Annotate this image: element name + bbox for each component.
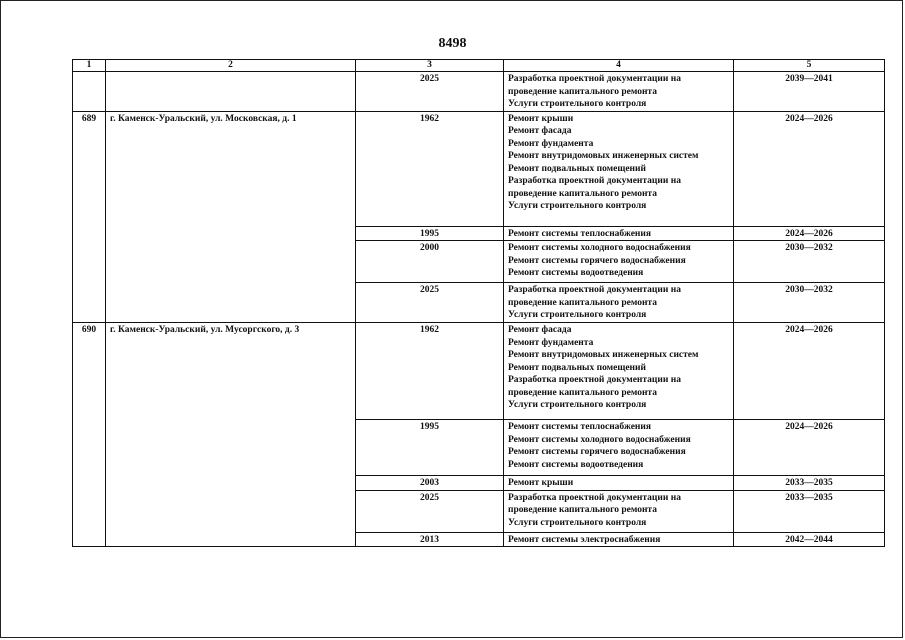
work-list (504, 226, 734, 241)
period: 2033—2035 (734, 490, 885, 532)
work-item: Услуги строительного контроля (508, 99, 647, 109)
period: 2030—2032 (734, 241, 885, 283)
work-item: Услуги строительного контроля (508, 400, 647, 410)
column-header-1: 1 (73, 60, 106, 72)
period: 2024—2026 (734, 226, 885, 241)
work-item: Разработка проектной документации на (508, 375, 681, 385)
work-item: Разработка проектной документации на (508, 285, 681, 295)
table-row (73, 323, 885, 420)
work-item: Услуги строительного контроля (508, 517, 647, 528)
work-item: Ремонт внутридомовых инженерных систем (508, 151, 699, 161)
year: 1995 (356, 226, 504, 241)
work-list (504, 490, 734, 532)
year: 1995 (356, 420, 504, 476)
work-item: Разработка проектной документации на (508, 492, 681, 503)
work-item: Услуги строительного контроля (508, 201, 647, 211)
work-list (504, 476, 734, 491)
work-item: Ремонт подвальных помещений (508, 163, 646, 174)
row-number: 690 (73, 323, 106, 547)
work-list (504, 323, 734, 420)
column-header-3: 3 (356, 60, 504, 72)
work-item: Ремонт внутридомовых инженерных систем (508, 350, 699, 360)
period: 2042—2044 (734, 532, 885, 547)
work-list (504, 111, 734, 226)
work-item: проведение капитального ремонта (508, 387, 657, 398)
year: 2025 (356, 283, 504, 323)
period: 2024—2026 (734, 323, 885, 420)
year: 1962 (356, 323, 504, 420)
table-row (73, 111, 885, 226)
work-item: Ремонт крыши (508, 113, 574, 124)
year: 1962 (356, 111, 504, 226)
year: 2013 (356, 532, 504, 547)
header-row (73, 60, 885, 72)
address (106, 72, 356, 112)
page-number: 8498 (438, 36, 467, 51)
year: 2003 (356, 476, 504, 491)
column-header-2: 2 (106, 60, 356, 72)
period: 2030—2032 (734, 283, 885, 323)
work-item: Ремонт системы горячего водоснабжения (508, 255, 686, 266)
table-row (73, 72, 885, 112)
work-item: Ремонт системы теплоснабжения (508, 228, 652, 239)
work-item: Ремонт системы горячего водоснабжения (508, 447, 686, 457)
year: 2025 (356, 490, 504, 532)
period: 2033—2035 (734, 476, 885, 491)
work-item: Ремонт фасада (508, 126, 572, 136)
work-item: Разработка проектной документации на (508, 176, 681, 186)
column-header-4: 4 (504, 60, 734, 72)
work-list (504, 420, 734, 476)
work-item: проведение капитального ремонта (508, 188, 657, 199)
work-list (504, 283, 734, 323)
work-item: Ремонт системы электроснабжения (508, 534, 661, 545)
period: 2024—2026 (734, 111, 885, 226)
work-item: проведение капитального ремонта (508, 86, 657, 97)
work-item: Ремонт системы водоотведения (508, 268, 644, 278)
year: 2025 (356, 72, 504, 112)
work-item: Услуги строительного контроля (508, 310, 647, 320)
column-header-5: 5 (734, 60, 885, 72)
work-list (504, 532, 734, 547)
address: г. Каменск-Уральский, ул. Мусоргского, д. 3 (106, 323, 356, 547)
work-item: Ремонт системы холодного водоснабжения (508, 243, 691, 253)
work-item: Ремонт системы водоотведения (508, 459, 644, 470)
work-item: Разработка проектной документации на (508, 74, 681, 84)
work-item: Ремонт фундамента (508, 138, 594, 149)
work-list (504, 241, 734, 283)
work-item: Ремонт системы теплоснабжения (508, 422, 652, 432)
work-item: Ремонт фундамента (508, 337, 594, 348)
work-item: Ремонт системы холодного водоснабжения (508, 434, 691, 445)
work-item: Ремонт крыши (508, 478, 574, 488)
capital-repair-table (72, 59, 885, 547)
row-number: 689 (73, 111, 106, 323)
work-list (504, 72, 734, 112)
work-item: Ремонт фасада (508, 325, 572, 335)
year: 2000 (356, 241, 504, 283)
address: г. Каменск-Уральский, ул. Московская, д. 1 (106, 111, 356, 323)
period: 2024—2026 (734, 420, 885, 476)
work-item: проведение капитального ремонта (508, 297, 657, 308)
row-number (73, 72, 106, 112)
work-item: проведение капитального ремонта (508, 505, 657, 515)
period: 2039—2041 (734, 72, 885, 112)
work-item: Ремонт подвальных помещений (508, 362, 646, 373)
